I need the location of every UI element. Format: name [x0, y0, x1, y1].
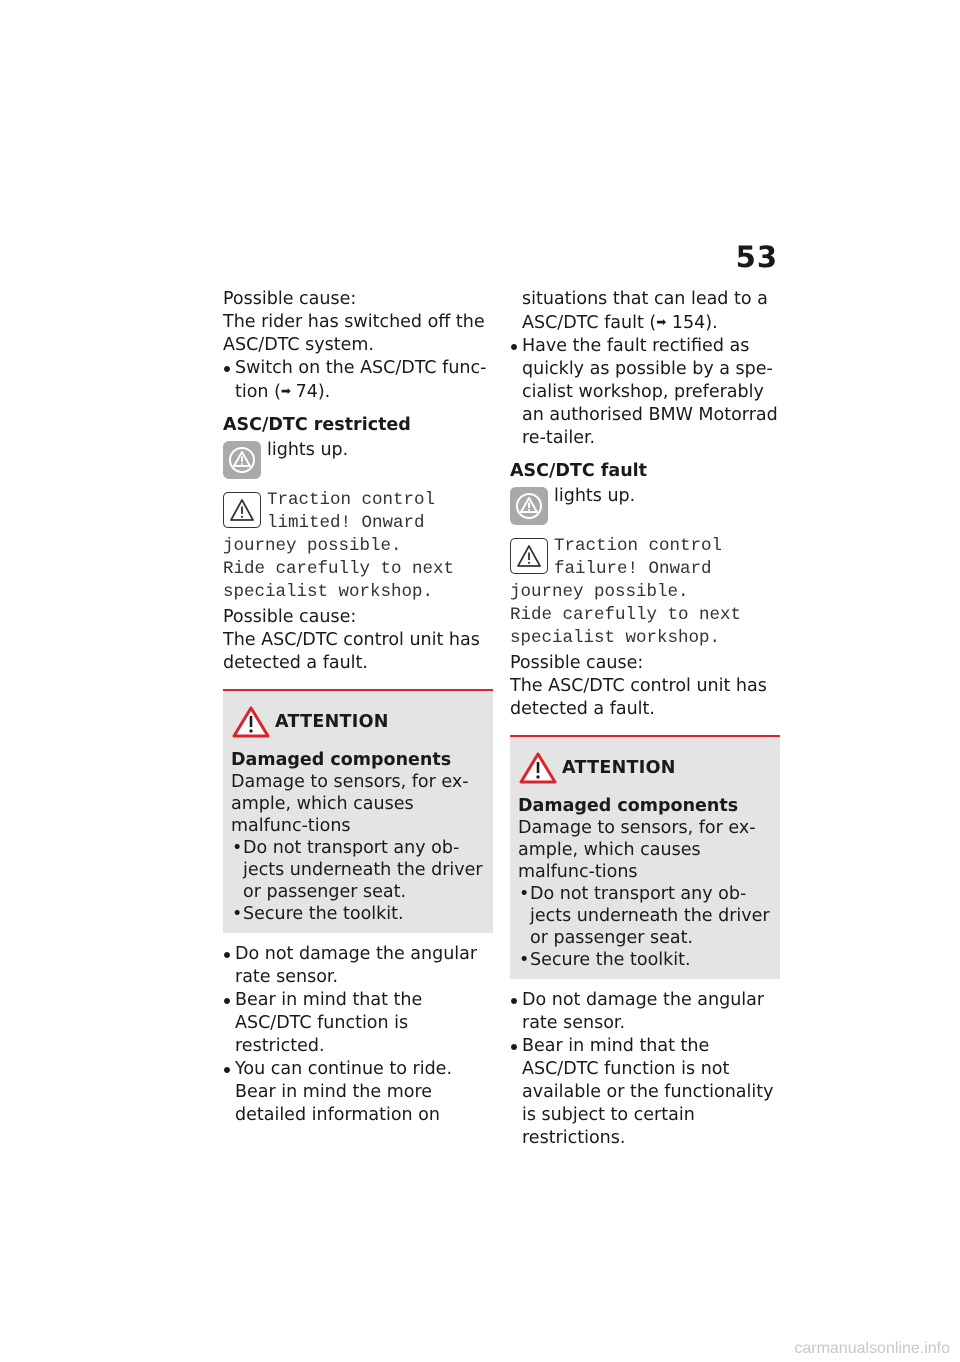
continued-text-ref[interactable]: 154).: [671, 313, 718, 333]
bullet-switch-on-text: Switch on the ASC/DTC func-tion (: [235, 358, 487, 402]
attention-bullet-1: • Do not transport any ob-jects underneath the driver or passenger seat.: [231, 837, 485, 903]
display-line-3: journey possible.: [223, 536, 402, 556]
attention-text: Damage to sensors, for ex-ample, which causes malfunc-tions: [231, 772, 469, 836]
intro-cause-text: The rider has switched off the ASC/DTC system.: [223, 312, 485, 355]
attention-title: ATTENTION: [275, 712, 389, 732]
display-line-5: specialist workshop.: [510, 628, 721, 648]
display-line-2: limited! Onward: [267, 513, 425, 533]
section-title-restricted: ASC/DTC restricted: [223, 415, 411, 435]
lamp-row-restricted: [223, 439, 493, 481]
display-line-1: Traction control: [267, 490, 436, 510]
display-message-fault: [510, 535, 780, 650]
bullet-function-restricted: Bear in mind that the ASC/DTC function is restricted.: [223, 989, 493, 1058]
attention-box-restricted: [223, 689, 493, 933]
attention-bullet-2: • Secure the toolkit.: [231, 903, 485, 925]
bullet-switch-on: [223, 357, 493, 404]
continued-text-body: situations that can lead to a ASC/DTC fault: [522, 289, 768, 333]
attention-subtitle: Damaged components: [231, 750, 452, 770]
bullet-continue-ride: You can continue to ride. Bear in mind the more detailed information on: [223, 1058, 493, 1127]
attention-box-fault: [510, 735, 780, 979]
attention-title: ATTENTION: [562, 758, 676, 778]
display-line-3: journey possible.: [510, 582, 689, 602]
display-line-4: Ride carefully to next: [510, 605, 742, 625]
asc-warning-lamp-icon: [223, 441, 261, 479]
attention-header: [518, 751, 772, 785]
bullet-have-rectified: Have the fault rectified as quickly as possible by a spe-cialist workshop, preferably an authorised BMW Motorrad re-tailer.: [510, 335, 780, 450]
cause-label-restricted: Possible cause:: [223, 607, 357, 627]
warning-triangle-icon: [223, 492, 261, 528]
bullet-angular-sensor: Do not damage the angular rate sensor.: [223, 943, 493, 989]
section-title-fault: ASC/DTC fault: [510, 461, 648, 481]
attention-triangle-icon: [518, 751, 558, 785]
warning-triangle-icon: [510, 538, 548, 574]
continued-text: situations that can lead to a ASC/DTC fault (➡ 154).: [522, 289, 768, 333]
watermark: carmanualsonline.info: [794, 1340, 950, 1357]
reference-arrow-icon: ➡: [280, 384, 290, 398]
display-line-5: specialist workshop.: [223, 582, 434, 602]
bullet-function-not-available: Bear in mind that the ASC/DTC function is not available or the functionality is subject to certain restrictions.: [510, 1035, 780, 1150]
bullet-switch-on-ref[interactable]: 74).: [295, 382, 331, 402]
intro-cause-label: Possible cause:: [223, 289, 357, 309]
reference-arrow-icon: ➡: [656, 315, 667, 329]
lamp-text-fault: lights up.: [554, 486, 636, 506]
cause-label-fault: Possible cause:: [510, 653, 644, 673]
attention-triangle-icon: [231, 705, 271, 739]
attention-header: [231, 705, 485, 739]
asc-warning-lamp-icon: [510, 487, 548, 525]
attention-bullet-1: • Do not transport any ob-jects underneath the driver or passenger seat.: [518, 883, 772, 949]
display-line-1: Traction control: [554, 536, 723, 556]
lamp-row-fault: [510, 485, 780, 527]
lamp-text-restricted: lights up.: [267, 440, 349, 460]
cause-text-fault: The ASC/DTC control unit has detected a fault.: [510, 676, 767, 719]
right-column: [510, 288, 780, 1150]
attention-subtitle: Damaged components: [518, 796, 739, 816]
page-number: 53: [735, 240, 778, 274]
cause-text-restricted: The ASC/DTC control unit has detected a fault.: [223, 630, 480, 673]
attention-bullet-2: • Secure the toolkit.: [518, 949, 772, 971]
left-column: [223, 288, 493, 1127]
display-message-restricted: [223, 489, 493, 604]
attention-text: Damage to sensors, for ex-ample, which causes malfunc-tions: [518, 818, 756, 882]
display-line-2: failure! Onward: [554, 559, 712, 579]
display-line-4: Ride carefully to next: [223, 559, 455, 579]
bullet-angular-sensor: Do not damage the angular rate sensor.: [510, 989, 780, 1035]
